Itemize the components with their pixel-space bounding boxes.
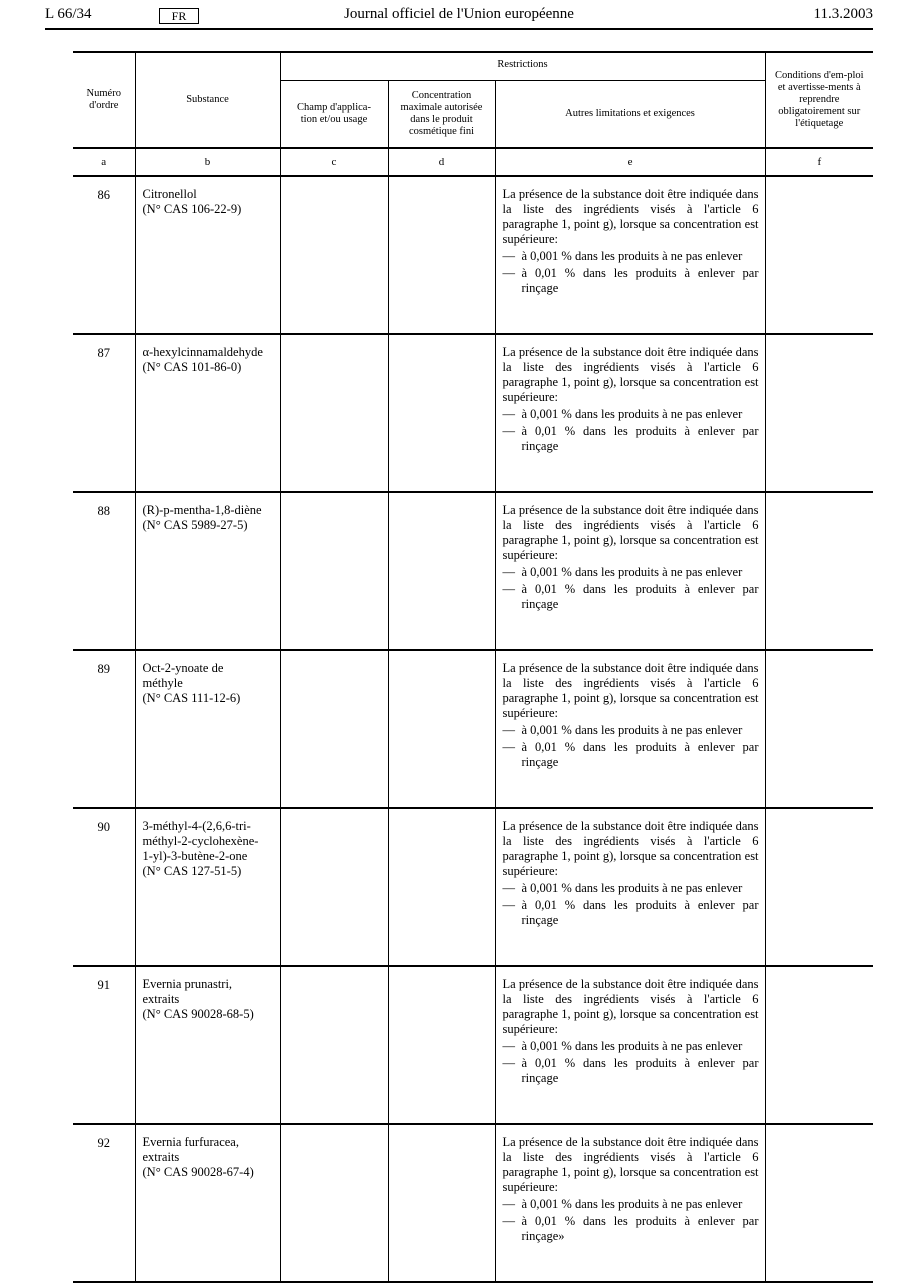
row-number: 89 xyxy=(73,650,135,808)
substance-line: extraits xyxy=(142,1150,180,1164)
row-number: 88 xyxy=(73,492,135,650)
substance-line: Evernia furfuracea, xyxy=(142,1135,239,1149)
row-number: 91 xyxy=(73,966,135,1124)
substance-line: α-hexylcinnamaldehyde xyxy=(142,345,263,359)
limit-item xyxy=(503,898,759,928)
row-number: 90 xyxy=(73,808,135,966)
limit-item-text: à 0,001 % dans les produits à ne pas enlever xyxy=(521,723,743,737)
language-badge: FR xyxy=(159,8,199,24)
limitations-cell xyxy=(495,808,765,966)
substance-cell xyxy=(135,176,280,334)
limit-item xyxy=(503,723,759,738)
concentration-cell xyxy=(388,966,495,1124)
limitations-text: La présence de la substance doit être indiquée dans la liste des ingrédients visés à l'article 6 paragraphe 1, point g), lorsque sa concentration est supérieure: xyxy=(502,977,759,1036)
substance-line: extraits xyxy=(142,992,180,1006)
substance-line: Oct-2-ynoate de xyxy=(142,661,224,675)
limit-item-text: à 0,001 % dans les produits à ne pas enlever xyxy=(521,1039,743,1053)
concentration-cell xyxy=(388,1124,495,1282)
limitations-cell xyxy=(495,1124,765,1282)
substance-cell xyxy=(135,334,280,492)
scope-cell xyxy=(280,176,388,334)
dash-bullet: — xyxy=(502,723,515,737)
conditions-cell xyxy=(765,492,873,650)
limitations-text: La présence de la substance doit être indiquée dans la liste des ingrédients visés à l'article 6 paragraphe 1, point g), lorsque sa concentration est supérieure: xyxy=(502,819,759,878)
header-other-limitations: Autres limitations et exigences xyxy=(495,80,765,148)
limitations-cell xyxy=(495,492,765,650)
journal-title: Journal officiel de l'Union européenne xyxy=(344,6,574,22)
substance-line: (N° CAS 5989-27-5) xyxy=(142,518,248,532)
limit-item-text: à 0,01 % dans les produits à enlever par rinçage xyxy=(521,582,759,611)
limitations-cell xyxy=(495,176,765,334)
concentration-cell xyxy=(388,808,495,966)
dash-bullet: — xyxy=(502,740,515,754)
header-scope: Champ d'applica-tion et/ou usage xyxy=(280,80,388,148)
limit-item xyxy=(503,582,759,612)
scope-cell xyxy=(280,492,388,650)
limit-item xyxy=(503,266,759,296)
concentration-cell xyxy=(388,176,495,334)
publication-date: 11.3.2003 xyxy=(813,6,873,22)
limit-item-text: à 0,001 % dans les produits à ne pas enlever xyxy=(521,565,743,579)
header-restrictions: Restrictions xyxy=(280,52,765,80)
dash-bullet: — xyxy=(502,1039,515,1053)
table-row xyxy=(73,650,873,808)
substance-line: (R)-p-mentha-1,8-diène xyxy=(142,503,262,517)
dash-bullet: — xyxy=(502,1056,515,1070)
limit-item-text: à 0,01 % dans les produits à enlever par rinçage xyxy=(521,266,759,295)
limit-item xyxy=(503,1056,759,1086)
conditions-cell xyxy=(765,966,873,1124)
dash-bullet: — xyxy=(502,898,515,912)
scope-cell xyxy=(280,334,388,492)
limit-item xyxy=(503,881,759,896)
limit-item xyxy=(503,1039,759,1054)
substance-line: Evernia prunastri, xyxy=(142,977,233,991)
dash-bullet: — xyxy=(502,1197,515,1211)
limit-item xyxy=(503,407,759,422)
limitations-text: La présence de la substance doit être indiquée dans la liste des ingrédients visés à l'article 6 paragraphe 1, point g), lorsque sa concentration est supérieure: xyxy=(502,1135,759,1194)
row-number: 87 xyxy=(73,334,135,492)
dash-bullet: — xyxy=(502,249,515,263)
limit-item-text: à 0,001 % dans les produits à ne pas enlever xyxy=(521,1197,743,1211)
conditions-cell xyxy=(765,808,873,966)
limitations-text: La présence de la substance doit être indiquée dans la liste des ingrédients visés à l'article 6 paragraphe 1, point g), lorsque sa concentration est supérieure: xyxy=(502,345,759,404)
substance-cell xyxy=(135,1124,280,1282)
limitations-text: La présence de la substance doit être indiquée dans la liste des ingrédients visés à l'article 6 paragraphe 1, point g), lorsque sa concentration est supérieure: xyxy=(502,661,759,720)
substance-line: (N° CAS 101-86-0) xyxy=(142,360,242,374)
limit-item xyxy=(503,565,759,580)
dash-bullet: — xyxy=(502,1214,515,1228)
limit-item-text: à 0,001 % dans les produits à ne pas enlever xyxy=(521,249,743,263)
dash-bullet: — xyxy=(502,407,515,421)
header-max-concentration: Concentration maximale autorisée dans le produit cosmétique fini xyxy=(388,80,495,148)
table-row xyxy=(73,492,873,650)
substance-cell xyxy=(135,650,280,808)
concentration-cell xyxy=(388,334,495,492)
substance-table xyxy=(73,51,873,1283)
header-substance: Substance xyxy=(135,52,280,148)
limit-item-text: à 0,01 % dans les produits à enlever par rinçage xyxy=(521,1056,759,1085)
substance-line: (N° CAS 90028-67-4) xyxy=(142,1165,254,1179)
header-number: Numéro d'ordre xyxy=(73,52,135,148)
table-row xyxy=(73,334,873,492)
substance-line: (N° CAS 106-22-9) xyxy=(142,202,242,216)
letter-e: e xyxy=(495,148,765,176)
table-row xyxy=(73,1124,873,1282)
conditions-cell xyxy=(765,1124,873,1282)
dash-bullet: — xyxy=(502,424,515,438)
letter-f: f xyxy=(765,148,873,176)
limit-item xyxy=(503,740,759,770)
conditions-cell xyxy=(765,176,873,334)
substance-cell xyxy=(135,966,280,1124)
table-row xyxy=(73,176,873,334)
limit-item-text: à 0,001 % dans les produits à ne pas enlever xyxy=(521,881,743,895)
substance-line: (N° CAS 111-12-6) xyxy=(142,691,241,705)
limitations-cell xyxy=(495,650,765,808)
limitations-cell xyxy=(495,966,765,1124)
dash-bullet: — xyxy=(502,582,515,596)
table-row xyxy=(73,808,873,966)
page-number: L 66/34 xyxy=(45,6,92,22)
conditions-cell xyxy=(765,650,873,808)
limit-item xyxy=(503,1214,759,1244)
limit-item-text: à 0,01 % dans les produits à enlever par rinçage xyxy=(521,740,759,769)
scope-cell xyxy=(280,966,388,1124)
scope-cell xyxy=(280,650,388,808)
header-rule xyxy=(45,28,873,30)
substance-cell xyxy=(135,492,280,650)
limitations-text: La présence de la substance doit être indiquée dans la liste des ingrédients visés à l'article 6 paragraphe 1, point g), lorsque sa concentration est supérieure: xyxy=(502,503,759,562)
limit-item-text: à 0,01 % dans les produits à enlever par rinçage» xyxy=(521,1214,759,1243)
limitations-cell xyxy=(495,334,765,492)
letter-c: c xyxy=(280,148,388,176)
dash-bullet: — xyxy=(502,266,515,280)
limit-item-text: à 0,01 % dans les produits à enlever par rinçage xyxy=(521,424,759,453)
column-letters xyxy=(73,148,873,176)
substance-line: méthyl-2-cyclohexène- xyxy=(142,834,259,848)
scope-cell xyxy=(280,808,388,966)
limitations-text: La présence de la substance doit être indiquée dans la liste des ingrédients visés à l'article 6 paragraphe 1, point g), lorsque sa concentration est supérieure: xyxy=(502,187,759,246)
row-number: 86 xyxy=(73,176,135,334)
conditions-cell xyxy=(765,334,873,492)
scope-cell xyxy=(280,1124,388,1282)
table-row xyxy=(73,966,873,1124)
row-number: 92 xyxy=(73,1124,135,1282)
substance-line: 3-méthyl-4-(2,6,6-tri- xyxy=(142,819,251,833)
concentration-cell xyxy=(388,650,495,808)
dash-bullet: — xyxy=(502,881,515,895)
substance-line: (N° CAS 90028-68-5) xyxy=(142,1007,254,1021)
concentration-cell xyxy=(388,492,495,650)
limit-item xyxy=(503,1197,759,1212)
limit-item xyxy=(503,424,759,454)
substance-cell xyxy=(135,808,280,966)
header-conditions: Conditions d'em-ploi et avertisse-ments à reprendre obligatoirement sur l'étiquetage xyxy=(765,52,873,148)
substance-line: Citronellol xyxy=(142,187,197,201)
limit-item xyxy=(503,249,759,264)
letter-b: b xyxy=(135,148,280,176)
substance-line: 1-yl)-3-butène-2-one xyxy=(142,849,248,863)
letter-d: d xyxy=(388,148,495,176)
letter-a: a xyxy=(73,148,135,176)
substance-line: méthyle xyxy=(142,676,183,690)
limit-item-text: à 0,001 % dans les produits à ne pas enlever xyxy=(521,407,743,421)
limit-item-text: à 0,01 % dans les produits à enlever par rinçage xyxy=(521,898,759,927)
dash-bullet: — xyxy=(502,565,515,579)
substance-line: (N° CAS 127-51-5) xyxy=(142,864,242,878)
page-header xyxy=(45,6,873,28)
